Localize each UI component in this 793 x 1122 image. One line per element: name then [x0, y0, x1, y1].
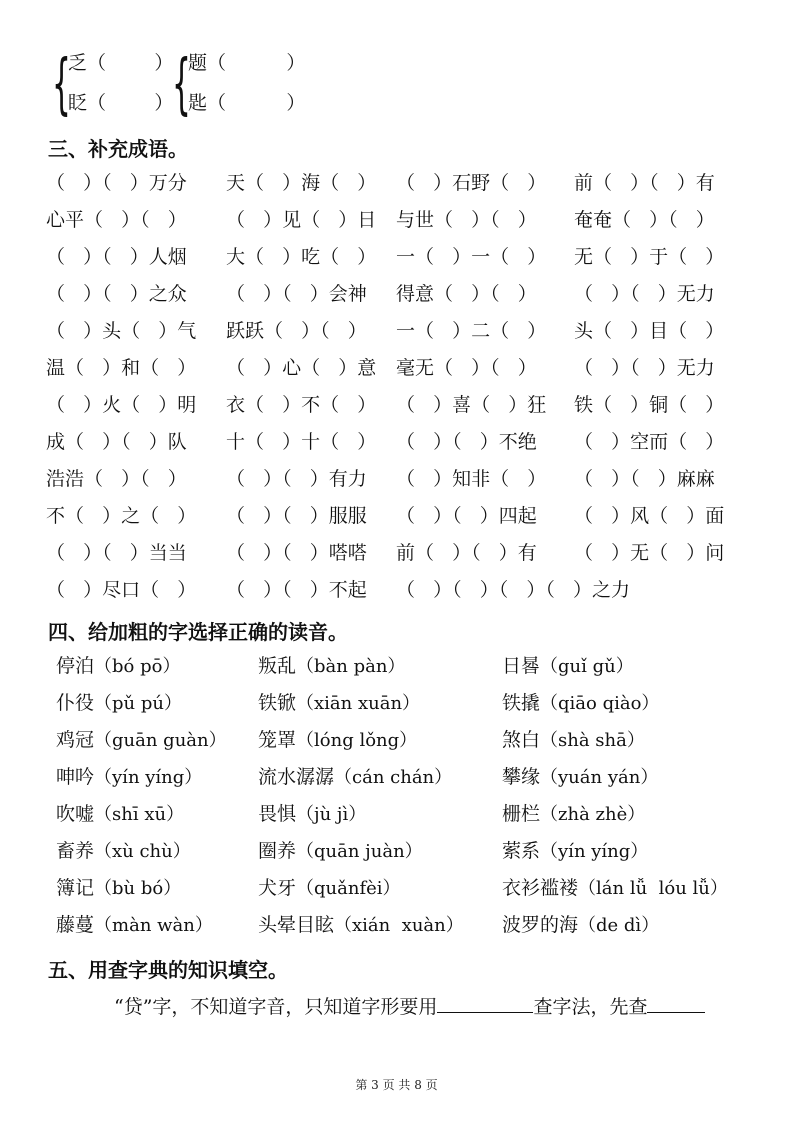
reading-item[interactable] — [502, 690, 659, 717]
reading-word: 栅栏 — [502, 803, 541, 825]
idiom-row — [46, 244, 746, 270]
idiom-item[interactable]: （ ）（ ）服服 — [226, 505, 367, 527]
idiom-item[interactable]: （ ）（ ）会神 — [226, 283, 367, 305]
idiom-item[interactable]: （ ）（ ）有力 — [226, 468, 367, 490]
reading-word: 犬牙 — [258, 877, 297, 899]
idiom-item[interactable]: （ ）（ ）四起 — [396, 505, 537, 527]
answer-blank[interactable] — [647, 992, 705, 1013]
idiom-item[interactable]: （ ）（ ）人烟 — [46, 246, 187, 268]
pinyin-options: （xiān xuān） — [296, 693, 421, 714]
reading-word: 藤蔓 — [56, 914, 95, 936]
brace-group-2 — [172, 44, 312, 124]
reading-word: 铁锨 — [258, 692, 297, 714]
section-4-title: 四、给加粗的字选择正确的读音。 — [48, 620, 348, 644]
answer-blank[interactable] — [437, 992, 533, 1013]
idiom-row — [46, 577, 746, 603]
pinyin-options: （yín yíng） — [540, 841, 649, 862]
pinyin-options: （jù jì） — [296, 804, 367, 825]
reading-row — [56, 875, 756, 901]
idiom-item[interactable]: 铁（ ）铜（ ） — [574, 394, 725, 416]
brace-item: 乏（ ） — [68, 52, 174, 74]
reading-item[interactable] — [56, 764, 202, 791]
idiom-row — [46, 207, 746, 233]
idiom-item[interactable]: 无（ ）于（ ） — [574, 246, 725, 268]
idiom-item[interactable]: 大（ ）吃（ ） — [226, 246, 377, 268]
idiom-item[interactable]: （ ）石野（ ） — [396, 172, 547, 194]
idiom-item[interactable]: 十（ ）十（ ） — [226, 431, 377, 453]
idiom-row — [46, 392, 746, 418]
section-5-title: 五、用查字典的知识填空。 — [48, 958, 288, 982]
reading-word: 叛乱 — [258, 655, 297, 677]
sentence-part-b: 查字法，先查 — [533, 996, 648, 1018]
reading-item[interactable] — [502, 764, 658, 791]
idiom-item[interactable]: （ ）（ ）不起 — [226, 579, 367, 601]
reading-word: 头晕目眩 — [258, 914, 335, 936]
reading-word: 笼罩 — [258, 729, 297, 751]
pinyin-options: （zhà zhè） — [540, 804, 646, 825]
pinyin-options: （guān guàn） — [94, 730, 227, 751]
reading-item[interactable] — [502, 653, 634, 680]
pinyin-options: （xián xuàn） — [334, 915, 464, 936]
pinyin-options: （bàn pàn） — [296, 656, 406, 677]
idiom-item[interactable]: （ ）（ ）无力 — [574, 357, 715, 379]
reading-word: 流水潺潺 — [258, 766, 335, 788]
idiom-item[interactable]: 前（ ）（ ）有 — [396, 542, 537, 564]
idiom-item[interactable]: 衣（ ）不（ ） — [226, 394, 377, 416]
reading-item[interactable] — [56, 875, 181, 902]
reading-word: 呻吟 — [56, 766, 95, 788]
idiom-item[interactable]: 一（ ）一（ ） — [396, 246, 547, 268]
idiom-row — [46, 429, 746, 455]
reading-row — [56, 801, 756, 827]
pinyin-options: （màn wàn） — [94, 915, 213, 936]
idiom-item[interactable]: （ ）心（ ）意 — [226, 357, 377, 379]
idiom-item[interactable]: （ ）（ ）（ ）（ ）之力 — [396, 579, 630, 601]
reading-word: 圈养 — [258, 840, 297, 862]
pinyin-options: （yín yíng） — [94, 767, 203, 788]
idiom-item[interactable]: （ ）（ ）麻麻 — [574, 468, 715, 490]
idiom-item[interactable]: 得意（ ）（ ） — [396, 283, 537, 305]
idiom-item[interactable]: （ ）无（ ）问 — [574, 542, 725, 564]
idiom-item[interactable]: （ ）（ ）不绝 — [396, 431, 537, 453]
reading-word: 煞白 — [502, 729, 541, 751]
reading-item[interactable] — [258, 838, 423, 865]
reading-item[interactable] — [502, 875, 728, 902]
reading-item[interactable] — [56, 653, 180, 680]
idiom-item[interactable]: （ ）（ ）之众 — [46, 283, 187, 305]
reading-row — [56, 764, 756, 790]
idiom-item[interactable]: （ ）风（ ）面 — [574, 505, 725, 527]
idiom-item[interactable]: （ ）（ ）无力 — [574, 283, 715, 305]
reading-item[interactable] — [56, 801, 184, 828]
reading-word: 吹嘘 — [56, 803, 95, 825]
idiom-row — [46, 318, 746, 344]
reading-row — [56, 838, 756, 864]
reading-word: 日晷 — [502, 655, 541, 677]
idiom-item[interactable]: 前（ ）（ ）有 — [574, 172, 715, 194]
reading-item[interactable] — [502, 727, 645, 754]
idiom-item[interactable]: 与世（ ）（ ） — [396, 209, 537, 231]
section-3-title: 三、补充成语。 — [48, 137, 188, 161]
pinyin-options: （qiāo qiào） — [540, 693, 660, 714]
pinyin-options: （pǔ pú） — [94, 693, 182, 714]
idiom-item[interactable]: （ ）（ ）当当 — [46, 542, 187, 564]
idiom-item[interactable]: （ ）喜（ ）狂 — [396, 394, 547, 416]
brace-item: 匙（ ） — [188, 92, 306, 114]
pinyin-options: （de dì） — [578, 915, 660, 936]
idiom-item[interactable]: （ ）（ ）万分 — [46, 172, 187, 194]
reading-item[interactable] — [56, 838, 191, 865]
reading-word: 波罗的海 — [502, 914, 579, 936]
idiom-row — [46, 503, 746, 529]
idiom-item[interactable]: （ ）空而（ ） — [574, 431, 725, 453]
reading-item[interactable] — [56, 690, 182, 717]
pinyin-options: （bù bó） — [94, 878, 182, 899]
reading-item[interactable] — [502, 912, 659, 939]
idiom-item[interactable]: （ ）火（ ）明 — [46, 394, 197, 416]
pinyin-options: （bó pō） — [94, 656, 181, 677]
idiom-item[interactable]: （ ）见（ ）日 — [226, 209, 377, 231]
idiom-item[interactable]: 成（ ）（ ）队 — [46, 431, 187, 453]
idiom-item[interactable]: 浩浩（ ）（ ） — [46, 468, 187, 490]
reading-row — [56, 653, 756, 679]
brace-group-1 — [52, 44, 182, 124]
pinyin-options: （shà shā） — [540, 730, 645, 751]
pinyin-options: （guǐ gǔ） — [540, 656, 634, 677]
reading-word: 簿记 — [56, 877, 95, 899]
reading-item[interactable] — [258, 764, 452, 791]
brace-symbol: { — [172, 45, 191, 122]
reading-word: 畏惧 — [258, 803, 297, 825]
idiom-item[interactable]: （ ）尽口（ ） — [46, 579, 197, 601]
fill-in-sentence — [48, 992, 748, 1020]
idiom-item[interactable]: 天（ ）海（ ） — [226, 172, 377, 194]
reading-row — [56, 912, 756, 938]
pinyin-options: （yuán yán） — [540, 767, 659, 788]
idiom-item[interactable]: 不（ ）之（ ） — [46, 505, 197, 527]
reading-word: 仆役 — [56, 692, 95, 714]
reading-item[interactable] — [258, 912, 464, 939]
pinyin-options: （quān juàn） — [296, 841, 423, 862]
idiom-item[interactable]: 毫无（ ）（ ） — [396, 357, 537, 379]
pinyin-options: （quǎnfèi） — [296, 878, 401, 899]
reading-item[interactable] — [502, 838, 648, 865]
reading-word: 鸡冠 — [56, 729, 95, 751]
pinyin-options: （lán lǚ lóu lǚ） — [578, 878, 728, 899]
pinyin-options: （xù chù） — [94, 841, 191, 862]
idiom-row — [46, 170, 746, 196]
reading-item[interactable] — [56, 912, 213, 939]
reading-word: 停泊 — [56, 655, 95, 677]
reading-item[interactable] — [258, 653, 405, 680]
idiom-item[interactable]: （ ）头（ ）气 — [46, 320, 197, 342]
idiom-item[interactable]: （ ）（ ）嗒嗒 — [226, 542, 367, 564]
reading-word: 萦系 — [502, 840, 541, 862]
reading-item[interactable] — [56, 727, 227, 754]
reading-item[interactable] — [258, 875, 401, 902]
sentence-part-a: “贷”字，不知道字音，只知道字形要用 — [114, 996, 438, 1018]
reading-row — [56, 727, 756, 753]
pinyin-options: （shī xū） — [94, 804, 185, 825]
idiom-row — [46, 540, 746, 566]
reading-word: 畜养 — [56, 840, 95, 862]
idiom-item[interactable]: 头（ ）目（ ） — [574, 320, 725, 342]
reading-item[interactable] — [258, 727, 417, 754]
brace-item: 眨（ ） — [68, 92, 174, 114]
page-footer: 第 3 页 共 8 页 — [355, 1078, 438, 1092]
idiom-row — [46, 355, 746, 381]
pinyin-options: （lóng lǒng） — [296, 730, 418, 751]
idiom-item[interactable]: 心平（ ）（ ） — [46, 209, 187, 231]
reading-item[interactable] — [502, 801, 645, 828]
idiom-item[interactable]: 跃跃（ ）（ ） — [226, 320, 367, 342]
idiom-item[interactable]: 一（ ）二（ ） — [396, 320, 547, 342]
pinyin-options: （cán chán） — [334, 767, 453, 788]
reading-word: 衣衫褴褛 — [502, 877, 579, 899]
idiom-row — [46, 466, 746, 492]
reading-item[interactable] — [258, 690, 420, 717]
reading-word: 攀缘 — [502, 766, 541, 788]
idiom-item[interactable]: （ ）知非（ ） — [396, 468, 547, 490]
reading-item[interactable] — [258, 801, 366, 828]
brace-item: 题（ ） — [188, 52, 306, 74]
reading-word: 铁撬 — [502, 692, 541, 714]
reading-row — [56, 690, 756, 716]
idiom-item[interactable]: 奄奄（ ）（ ） — [574, 209, 715, 231]
idiom-row — [46, 281, 746, 307]
idiom-item[interactable]: 温（ ）和（ ） — [46, 357, 197, 379]
brace-symbol: { — [52, 45, 71, 122]
